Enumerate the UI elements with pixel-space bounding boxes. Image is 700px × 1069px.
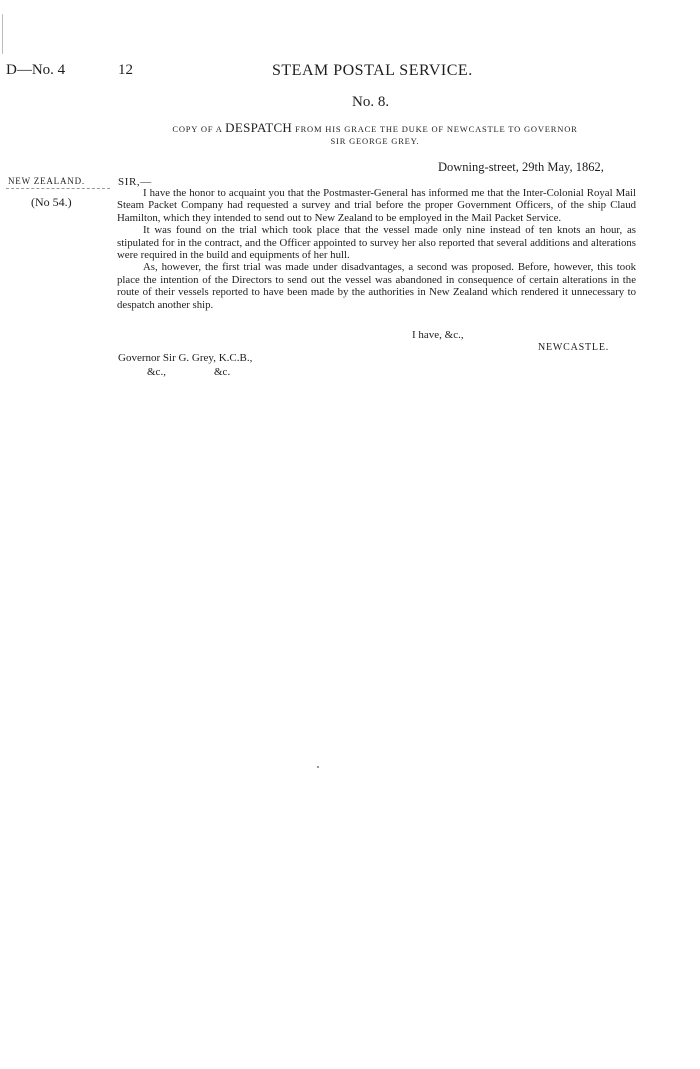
heading-line-1: [110, 122, 640, 135]
heading-line-2: SIR GEORGE GREY.: [330, 136, 420, 146]
dateline: Downing-street, 29th May, 1862,: [438, 160, 604, 174]
despatch-heading: [110, 122, 640, 147]
addressee-etc-right: &c.: [214, 366, 231, 378]
paragraph-3: As, however, the first trial was made under disadvantages, a second was proposed. Before, however, this took place the intention of the Directors to send out the vessel was abandoned in consequence of certain alterations in the route of their vessels reported to have been made by the authorities in New Zealand which rendered it unnecessary to despatch another ship.: [117, 261, 636, 311]
addressee-etc-left: &c.,: [147, 366, 166, 378]
paragraph-2: It was found on the trial which took place that the vessel made only nine instead of ten knots an hour, as stipulated for in the contract, and the Officer appointed to survey her also reported that several additions and alterations were required in the build and equipments of her hull.: [117, 224, 636, 262]
heading-lead: COPY OF A: [172, 124, 223, 134]
margin-divider: [6, 188, 110, 189]
heading-word: DESPATCH: [225, 120, 293, 135]
page-number: 12: [118, 62, 133, 78]
margin-reference: (No 54.): [31, 195, 72, 209]
letter-body: [117, 187, 636, 311]
closing: I have, &c.,: [412, 329, 464, 341]
addressee: Governor Sir G. Grey, K.C.B.,: [118, 352, 253, 364]
margin-colony-label: NEW ZEALAND.: [8, 176, 85, 186]
paper-edge-mark: [2, 14, 3, 54]
signature: NEWCASTLE.: [538, 342, 610, 353]
document-number: No. 8.: [352, 94, 390, 110]
running-title: STEAM POSTAL SERVICE.: [272, 62, 473, 79]
heading-rest: FROM HIS GRACE THE DUKE OF NEWCASTLE TO GOVERNOR: [295, 124, 578, 134]
paragraph-1: I have the honor to acquaint you that the Postmaster-General has informed me that the Inter-Colonial Royal Mail Steam Packet Company had requested a survey and trial before the proper Government Officers, of the ship Claud Hamilton, which they intended to send out to New Zealand to be employed in the Mail Packet Service.: [117, 187, 636, 224]
series-reference: D—No. 4: [6, 62, 66, 78]
salutation: SIR,—: [118, 176, 152, 188]
paper-speck: [317, 766, 319, 768]
